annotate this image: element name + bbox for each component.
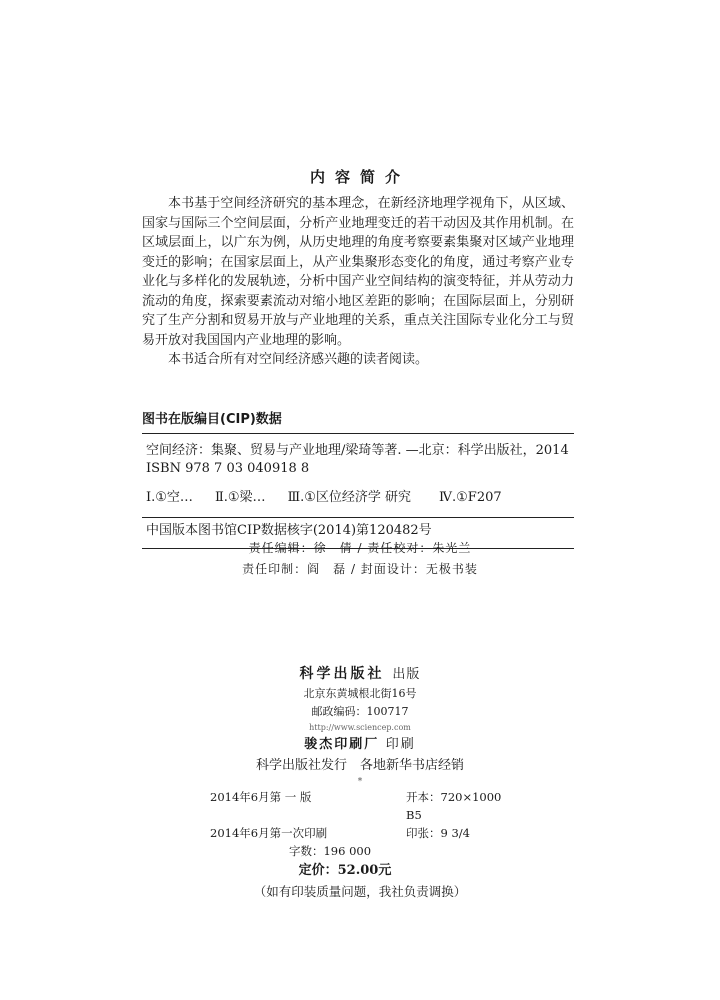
separator-star: * [357,777,363,787]
cip-heading: 图书在版编目(CIP)数据 [142,408,574,434]
cip-block [142,408,574,549]
summary-paragraph: 本书基于空间经济研究的基本理念，在新经济地理学视角下，从区域、国家与国际三个空间层面，分析产业地理变迁的若干动因及其作用机制。在区域层面上，以广东为例，从历史地理的角度考察要素集聚对区域产业地理变迁的影响；在国家层面上，从产业集聚形态变化的角度，通过考察产业专业化与多样化的发展轨迹，分析中国产业空间结构的演变特征，并从劳动力流动的角度，探索要素流动对缩小地区差距的影响；在国际层面上，分别研究了生产分割和贸易开放与产业地理的关系，重点关注国际专业化分工与贸易开放对我国国内产业地理的影响。 [142,196,574,348]
book-format: 开本：720×1000 B5 [406,790,502,822]
print-sheets: 印张：9 3/4 [406,826,470,840]
editors-block [0,538,720,580]
quality-note: （如有印装质量问题，我社负责调换） [253,884,467,899]
publisher-suffix: 出版 [392,667,421,682]
colophon [0,664,720,902]
publisher-url: http://www.sciencep.com [309,723,411,732]
summary-title: 内容简介 [309,168,410,186]
cip-class-item: Ⅲ.①区位经济学 研究 [287,490,412,505]
publisher-address: 北京东黄城根北街16号 [303,687,417,700]
edition-row [0,788,720,824]
publisher-line [0,664,720,685]
cip-isbn: ISBN 978 7 03 040918 8 [146,461,310,476]
editors-line: 责任印制：阎 磊 / 封面设计：无极书装 [242,562,478,576]
cip-class-item: Ⅱ.①梁… [214,490,266,505]
publisher-postcode: 邮政编码：100717 [311,705,409,718]
price: 定价：52.00元 [298,863,392,878]
cip-class-item: Ⅰ.①空… [146,490,193,505]
editors-line: 责任编辑：徐 倩 / 责任校对：朱光兰 [248,541,472,555]
printing-first: 2014年6月第一次印刷 [210,826,328,840]
printer-line [0,735,720,755]
printer-suffix: 印刷 [385,737,416,752]
publisher-name: 科学出版社 [299,666,385,682]
edition-first: 2014年6月第 一 版 [210,790,312,804]
cip-title-line: 空间经济：集聚、贸易与产业地理/梁琦等著. —北京：科学出版社，2014 [146,443,569,458]
summary-body [142,194,574,370]
cip-class-item: Ⅳ.①F207 [439,490,502,505]
summary-paragraph: 本书适合所有对空间经济感兴趣的读者阅读。 [168,352,429,367]
cip-number: 中国版本图书馆CIP数据核字(2014)第120482号 [142,517,574,549]
cip-classification [142,489,574,507]
printing-row [0,824,720,842]
word-count: 字数：196 000 [288,844,372,858]
printer-name: 骏杰印刷厂 [304,737,380,752]
distribution-line: 科学出版社发行 各地新华书店经销 [255,758,464,773]
